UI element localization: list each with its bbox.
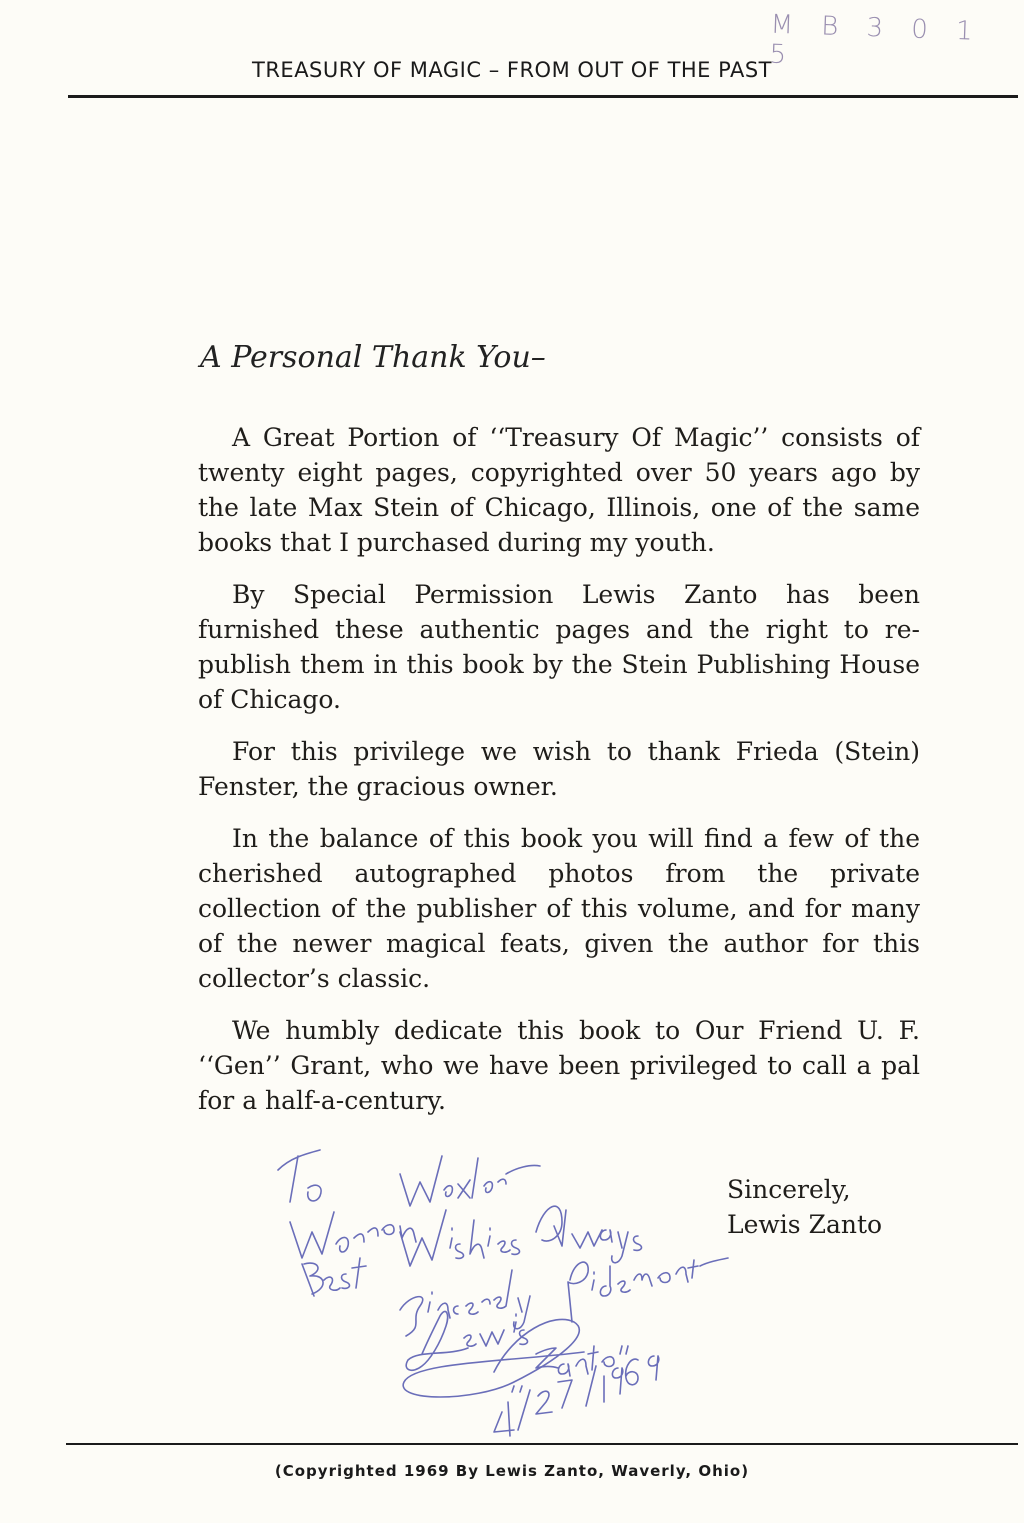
body-text <box>198 420 920 1135</box>
section-title: A Personal Thank You– <box>200 340 546 375</box>
valediction: Sincerely, <box>727 1175 851 1204</box>
author-name: Lewis Zanto <box>727 1210 883 1239</box>
running-header: TREASURY OF MAGIC – FROM OUT OF THE PAST <box>252 58 772 82</box>
footer-rule <box>66 1443 1018 1445</box>
copyright-notice: (Copyrighted 1969 By Lewis Zanto, Waverly, Ohio) <box>274 1462 750 1480</box>
paragraph: A Great Portion of ‘‘Treasury Of Magic’’ consists of twenty eight pages, copyrighted over 50 years ago by the late Max Stein of Chicago, Illinois, one of the same books that I purchased during my youth. <box>198 423 920 557</box>
inscription-text-hidden: To <box>250 1140 252 1141</box>
handwritten-inscription <box>250 1140 730 1440</box>
header-rule <box>68 95 1018 98</box>
closing-signature-block <box>727 1172 882 1242</box>
catalog-number-mark: M B 3 0 1 5 <box>769 9 984 71</box>
paragraph: For this privilege we wish to thank Frieda (Stein) Fenster, the gracious owner. <box>198 737 920 801</box>
paragraph: In the balance of this book you will find a few of the cherished autographed photos from the private collection of the publisher of this volume, and for many of the newer magical feats, given the author for this collector’s classic. <box>198 824 920 993</box>
paragraph: We humbly dedicate this book to Our Friend U. F. ‘‘Gen’’ Grant, who we have been privileged to call a pal for a half-a-century. <box>198 1016 920 1115</box>
paragraph: By Special Permission Lewis Zanto has been furnished these authentic pages and the right to re-publish them in this book by the Stein Publishing House of Chicago. <box>198 580 920 714</box>
